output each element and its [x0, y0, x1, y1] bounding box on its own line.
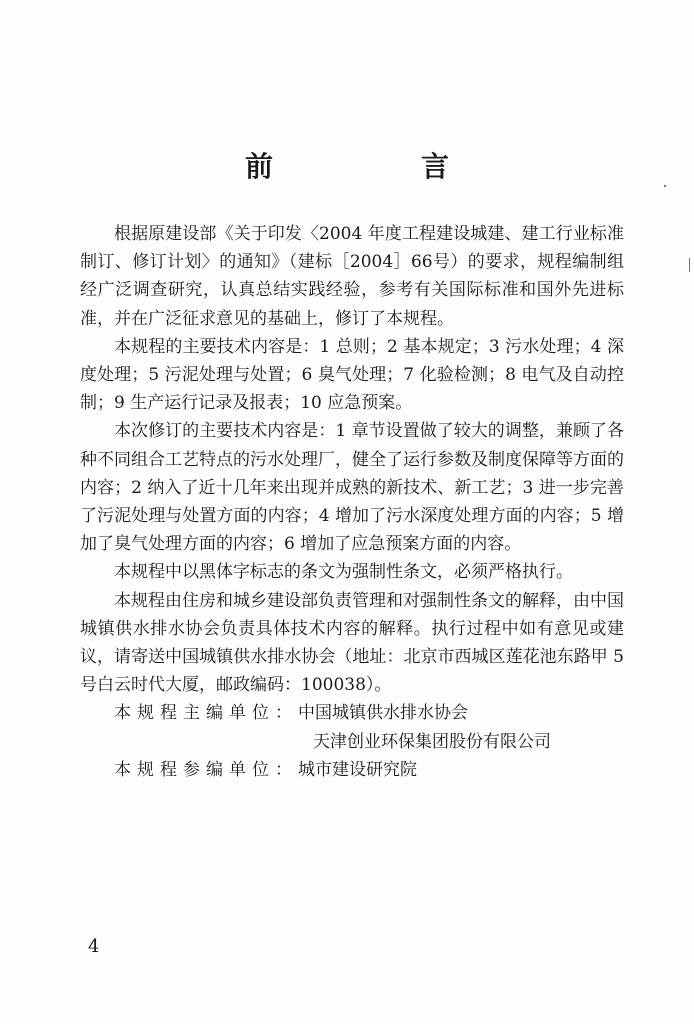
participating-unit-label: 本规程参编单位： — [114, 759, 298, 780]
paragraph-mandatory-provisions: 本规程中以黑体字标志的条文为强制性条文，必须严格执行。 — [114, 562, 573, 583]
editing-units — [80, 699, 624, 784]
paragraph-background: 根据原建设部《关于印发〈2004 年度工程建设城建、建工行业标准制订、修订计划〉的通知》（建标［2004］66号）的要求，规程编制组经广泛调查研究，认真总结实践经验，参考有关国际标准和国外先进标准，并在广泛征求意见的基础上，修订了本规程。 — [80, 224, 624, 329]
scan-speck — [664, 185, 666, 187]
scan-edge-line — [689, 258, 690, 272]
chief-unit-value: 中国城镇供水排水协会 — [298, 703, 468, 724]
page-title: 前 言 — [244, 150, 509, 183]
paragraph-management: 本规程由住房和城乡建设部负责管理和对强制性条文的解释，由中国城镇供水排水协会负责具体技术内容的解释。执行过程中如有意见或建议，请寄送中国城镇供水排水协会（地址：北京市西城区莲花池东路甲 5 号白云时代大厦，邮政编码：100038）。 — [80, 590, 624, 696]
chief-unit-value-2: 天津创业环保集团股份有限公司 — [313, 731, 551, 752]
participating-unit-value: 城市建设研究院 — [298, 759, 417, 780]
page-number: 4 — [88, 936, 100, 957]
chief-unit-label: 本规程主编单位： — [114, 703, 298, 724]
chief-unit-line-2 — [80, 728, 624, 756]
paragraph-revision-contents: 本次修订的主要技术内容是：1 章节设置做了较大的调整，兼顾了各种不同组合工艺特点的污水处理厂，健全了运行参数及制度保障等方面的内容；2 纳入了近十几年来出现并成熟的新技术、新工艺；3 进一步完善了污泥处理与处置方面的内容；4 增加了污水深度处理方面的内容；5 增加了臭气处理方面的内容；6 增加了应急预案方面的内容。 — [80, 421, 624, 555]
preface-body — [80, 220, 624, 784]
participating-unit-line — [80, 756, 624, 784]
chief-unit-line — [80, 699, 624, 727]
paragraph-main-contents: 本规程的主要技术内容是：1 总则；2 基本规定；3 污水处理；4 深度处理；5 污泥处理与处置；6 臭气处理；7 化验检测；8 电气及自动控制；9 生产运行记录及报表；10 应急预案。 — [80, 336, 624, 414]
